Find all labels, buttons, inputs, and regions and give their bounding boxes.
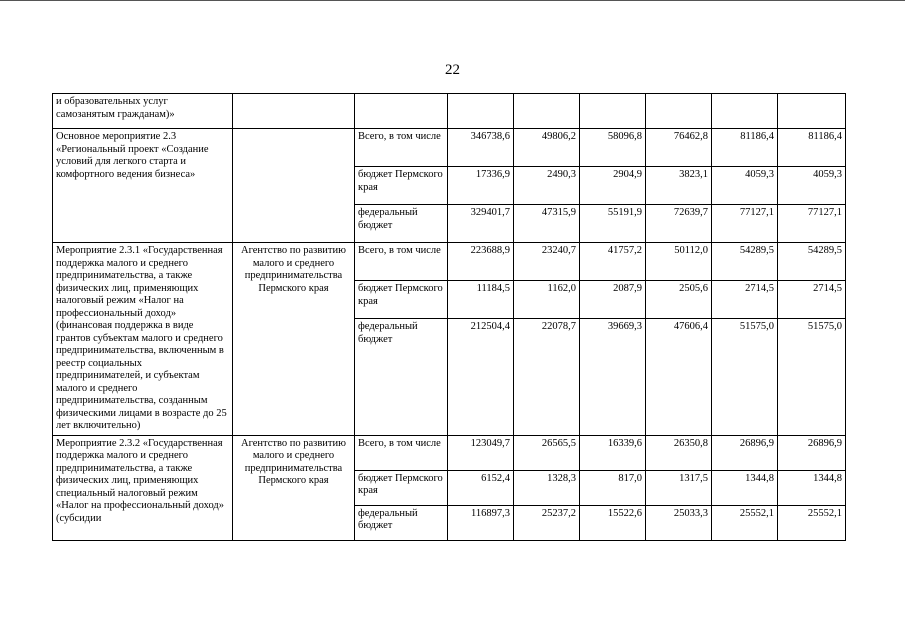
value-cell: 77127,1: [778, 205, 846, 243]
table-row: [53, 243, 846, 281]
activity-name-cell: Мероприятие 2.3.2 «Государственная поддержка малого и среднего предпринимательства, а также физических лиц, применяющих специальный налоговый режим «Налог на профессиональный доход» (субсидии: [53, 435, 233, 540]
funding-source-cell: федеральный бюджет: [355, 205, 448, 243]
value-cell: 54289,5: [712, 243, 778, 281]
value-cell: 77127,1: [712, 205, 778, 243]
value-cell: 346738,6: [448, 129, 514, 167]
table-row: [53, 129, 846, 167]
value-cell: 11184,5: [448, 281, 514, 319]
funding-source-cell: бюджет Пермского края: [355, 470, 448, 505]
activity-name-cell: и образовательных услуг самозанятым гражданам)»: [53, 94, 233, 129]
value-cell: 2490,3: [514, 167, 580, 205]
funding-source-cell: бюджет Пермского края: [355, 281, 448, 319]
value-cell: [580, 94, 646, 129]
executor-cell: [233, 129, 355, 243]
executor-cell: [233, 94, 355, 129]
value-cell: 81186,4: [778, 129, 846, 167]
page-number: 22: [445, 62, 460, 78]
value-cell: 72639,7: [646, 205, 712, 243]
funding-source-cell: [355, 94, 448, 129]
value-cell: 212504,4: [448, 319, 514, 436]
value-cell: 2505,6: [646, 281, 712, 319]
value-cell: 3823,1: [646, 167, 712, 205]
value-cell: 2904,9: [580, 167, 646, 205]
value-cell: 2714,5: [712, 281, 778, 319]
value-cell: 51575,0: [778, 319, 846, 436]
executor-cell: Агентство по развитию малого и среднего предпринимательства Пермского края: [233, 435, 355, 540]
value-cell: 1344,8: [712, 470, 778, 505]
value-cell: 6152,4: [448, 470, 514, 505]
value-cell: 50112,0: [646, 243, 712, 281]
value-cell: 2087,9: [580, 281, 646, 319]
funding-source-cell: федеральный бюджет: [355, 319, 448, 436]
budget-table: [52, 93, 846, 541]
value-cell: 1328,3: [514, 470, 580, 505]
value-cell: 58096,8: [580, 129, 646, 167]
funding-source-cell: Всего, в том числе: [355, 129, 448, 167]
value-cell: 22078,7: [514, 319, 580, 436]
value-cell: 51575,0: [712, 319, 778, 436]
value-cell: 54289,5: [778, 243, 846, 281]
value-cell: 116897,3: [448, 505, 514, 540]
funding-source-cell: Всего, в том числе: [355, 243, 448, 281]
activity-name-cell: Мероприятие 2.3.1 «Государственная поддержка малого и среднего предпринимательства, а также физических лиц, применяющих налоговый режим «Налог на профессиональный доход» (финансовая поддержка в виде грантов субъектам малого и среднего предпринимательства, включенным в реестр социальных предпринимателей, и субъектам малого и среднего предпринимательства, созданным физическими лицами в возрасте до 25 лет включительно): [53, 243, 233, 436]
value-cell: 23240,7: [514, 243, 580, 281]
value-cell: 26896,9: [778, 435, 846, 470]
funding-source-cell: федеральный бюджет: [355, 505, 448, 540]
value-cell: 39669,3: [580, 319, 646, 436]
value-cell: [448, 94, 514, 129]
value-cell: [514, 94, 580, 129]
value-cell: 1344,8: [778, 470, 846, 505]
value-cell: 76462,8: [646, 129, 712, 167]
value-cell: 17336,9: [448, 167, 514, 205]
value-cell: 25552,1: [712, 505, 778, 540]
funding-source-cell: Всего, в том числе: [355, 435, 448, 470]
value-cell: 16339,6: [580, 435, 646, 470]
value-cell: 81186,4: [712, 129, 778, 167]
value-cell: 4059,3: [778, 167, 846, 205]
value-cell: 55191,9: [580, 205, 646, 243]
funding-source-cell: бюджет Пермского края: [355, 167, 448, 205]
page-top-rule: [0, 0, 905, 1]
value-cell: 26896,9: [712, 435, 778, 470]
value-cell: 1162,0: [514, 281, 580, 319]
value-cell: 47606,4: [646, 319, 712, 436]
value-cell: 25552,1: [778, 505, 846, 540]
value-cell: 1317,5: [646, 470, 712, 505]
value-cell: 4059,3: [712, 167, 778, 205]
value-cell: 26350,8: [646, 435, 712, 470]
table-row: [53, 435, 846, 470]
value-cell: 49806,2: [514, 129, 580, 167]
value-cell: 2714,5: [778, 281, 846, 319]
value-cell: 25237,2: [514, 505, 580, 540]
value-cell: 329401,7: [448, 205, 514, 243]
activity-name-cell: Основное мероприятие 2.3 «Региональный проект «Создание условий для легкого старта и комфортного ведения бизнеса»: [53, 129, 233, 243]
value-cell: 41757,2: [580, 243, 646, 281]
value-cell: 25033,3: [646, 505, 712, 540]
value-cell: 817,0: [580, 470, 646, 505]
value-cell: [712, 94, 778, 129]
value-cell: 47315,9: [514, 205, 580, 243]
value-cell: [646, 94, 712, 129]
value-cell: 26565,5: [514, 435, 580, 470]
executor-cell: Агентство по развитию малого и среднего предпринимательства Пермского края: [233, 243, 355, 436]
value-cell: 223688,9: [448, 243, 514, 281]
value-cell: 123049,7: [448, 435, 514, 470]
value-cell: [778, 94, 846, 129]
value-cell: 15522,6: [580, 505, 646, 540]
table-row: [53, 94, 846, 129]
